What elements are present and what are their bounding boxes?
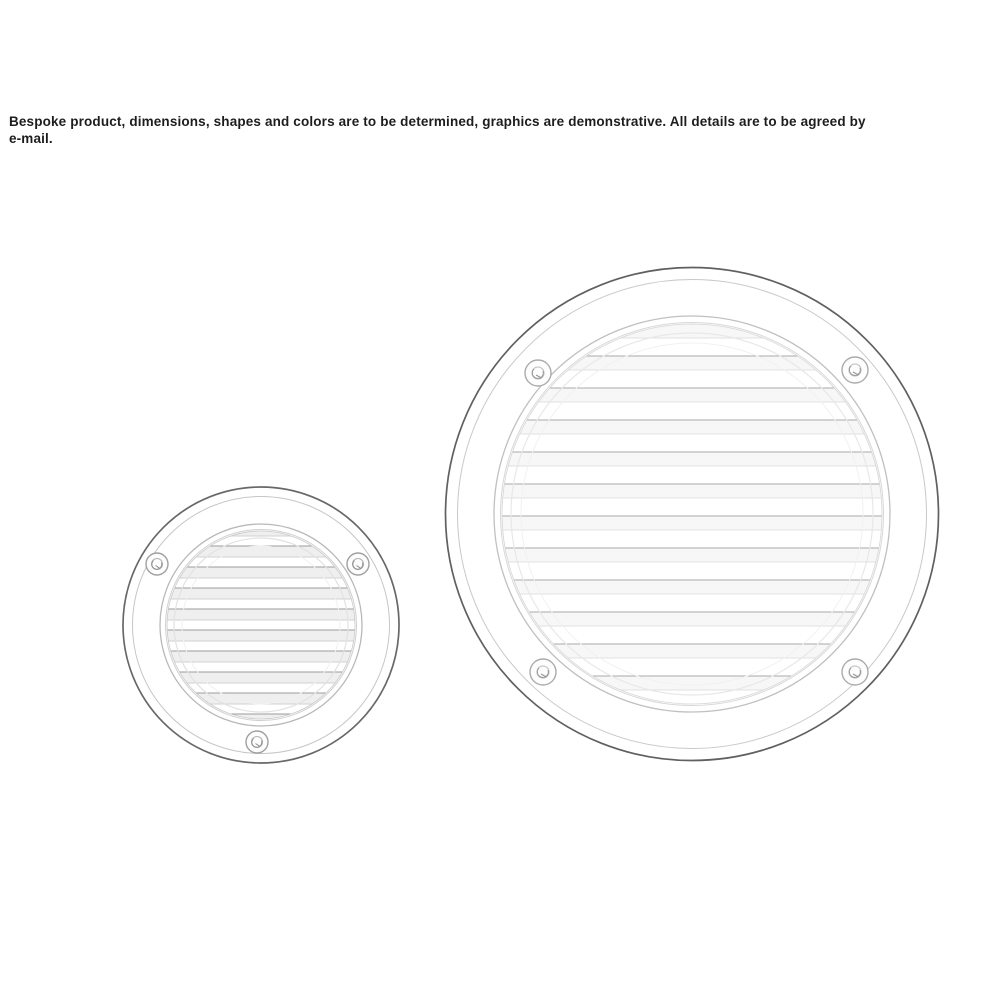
disclaimer-line-2: e-mail.: [9, 130, 53, 146]
vent-louvers: [502, 324, 882, 704]
vent-grille-small-illustration: [121, 485, 401, 765]
screw-top-left-icon: [525, 360, 551, 386]
vent-grille-large-illustration: [442, 264, 942, 764]
screw-bottom-left-icon: [530, 659, 556, 685]
disclaimer-text: [9, 114, 974, 147]
round-louvered-vent-grille-small-icon: [121, 485, 401, 765]
screw-top-right-icon: [842, 357, 868, 383]
round-louvered-vent-grille-large-icon: [442, 264, 942, 764]
disclaimer-line-1: Bespoke product, dimensions, shapes and colors are to be determined, graphics are demonstrative. All details are to be agreed by: [9, 114, 866, 129]
screw-top-right-icon: [347, 553, 369, 575]
screw-bottom-right-icon: [842, 659, 868, 685]
screw-top-left-icon: [146, 553, 168, 575]
screw-bottom-icon: [246, 731, 268, 753]
vent-louvers: [167, 531, 355, 719]
